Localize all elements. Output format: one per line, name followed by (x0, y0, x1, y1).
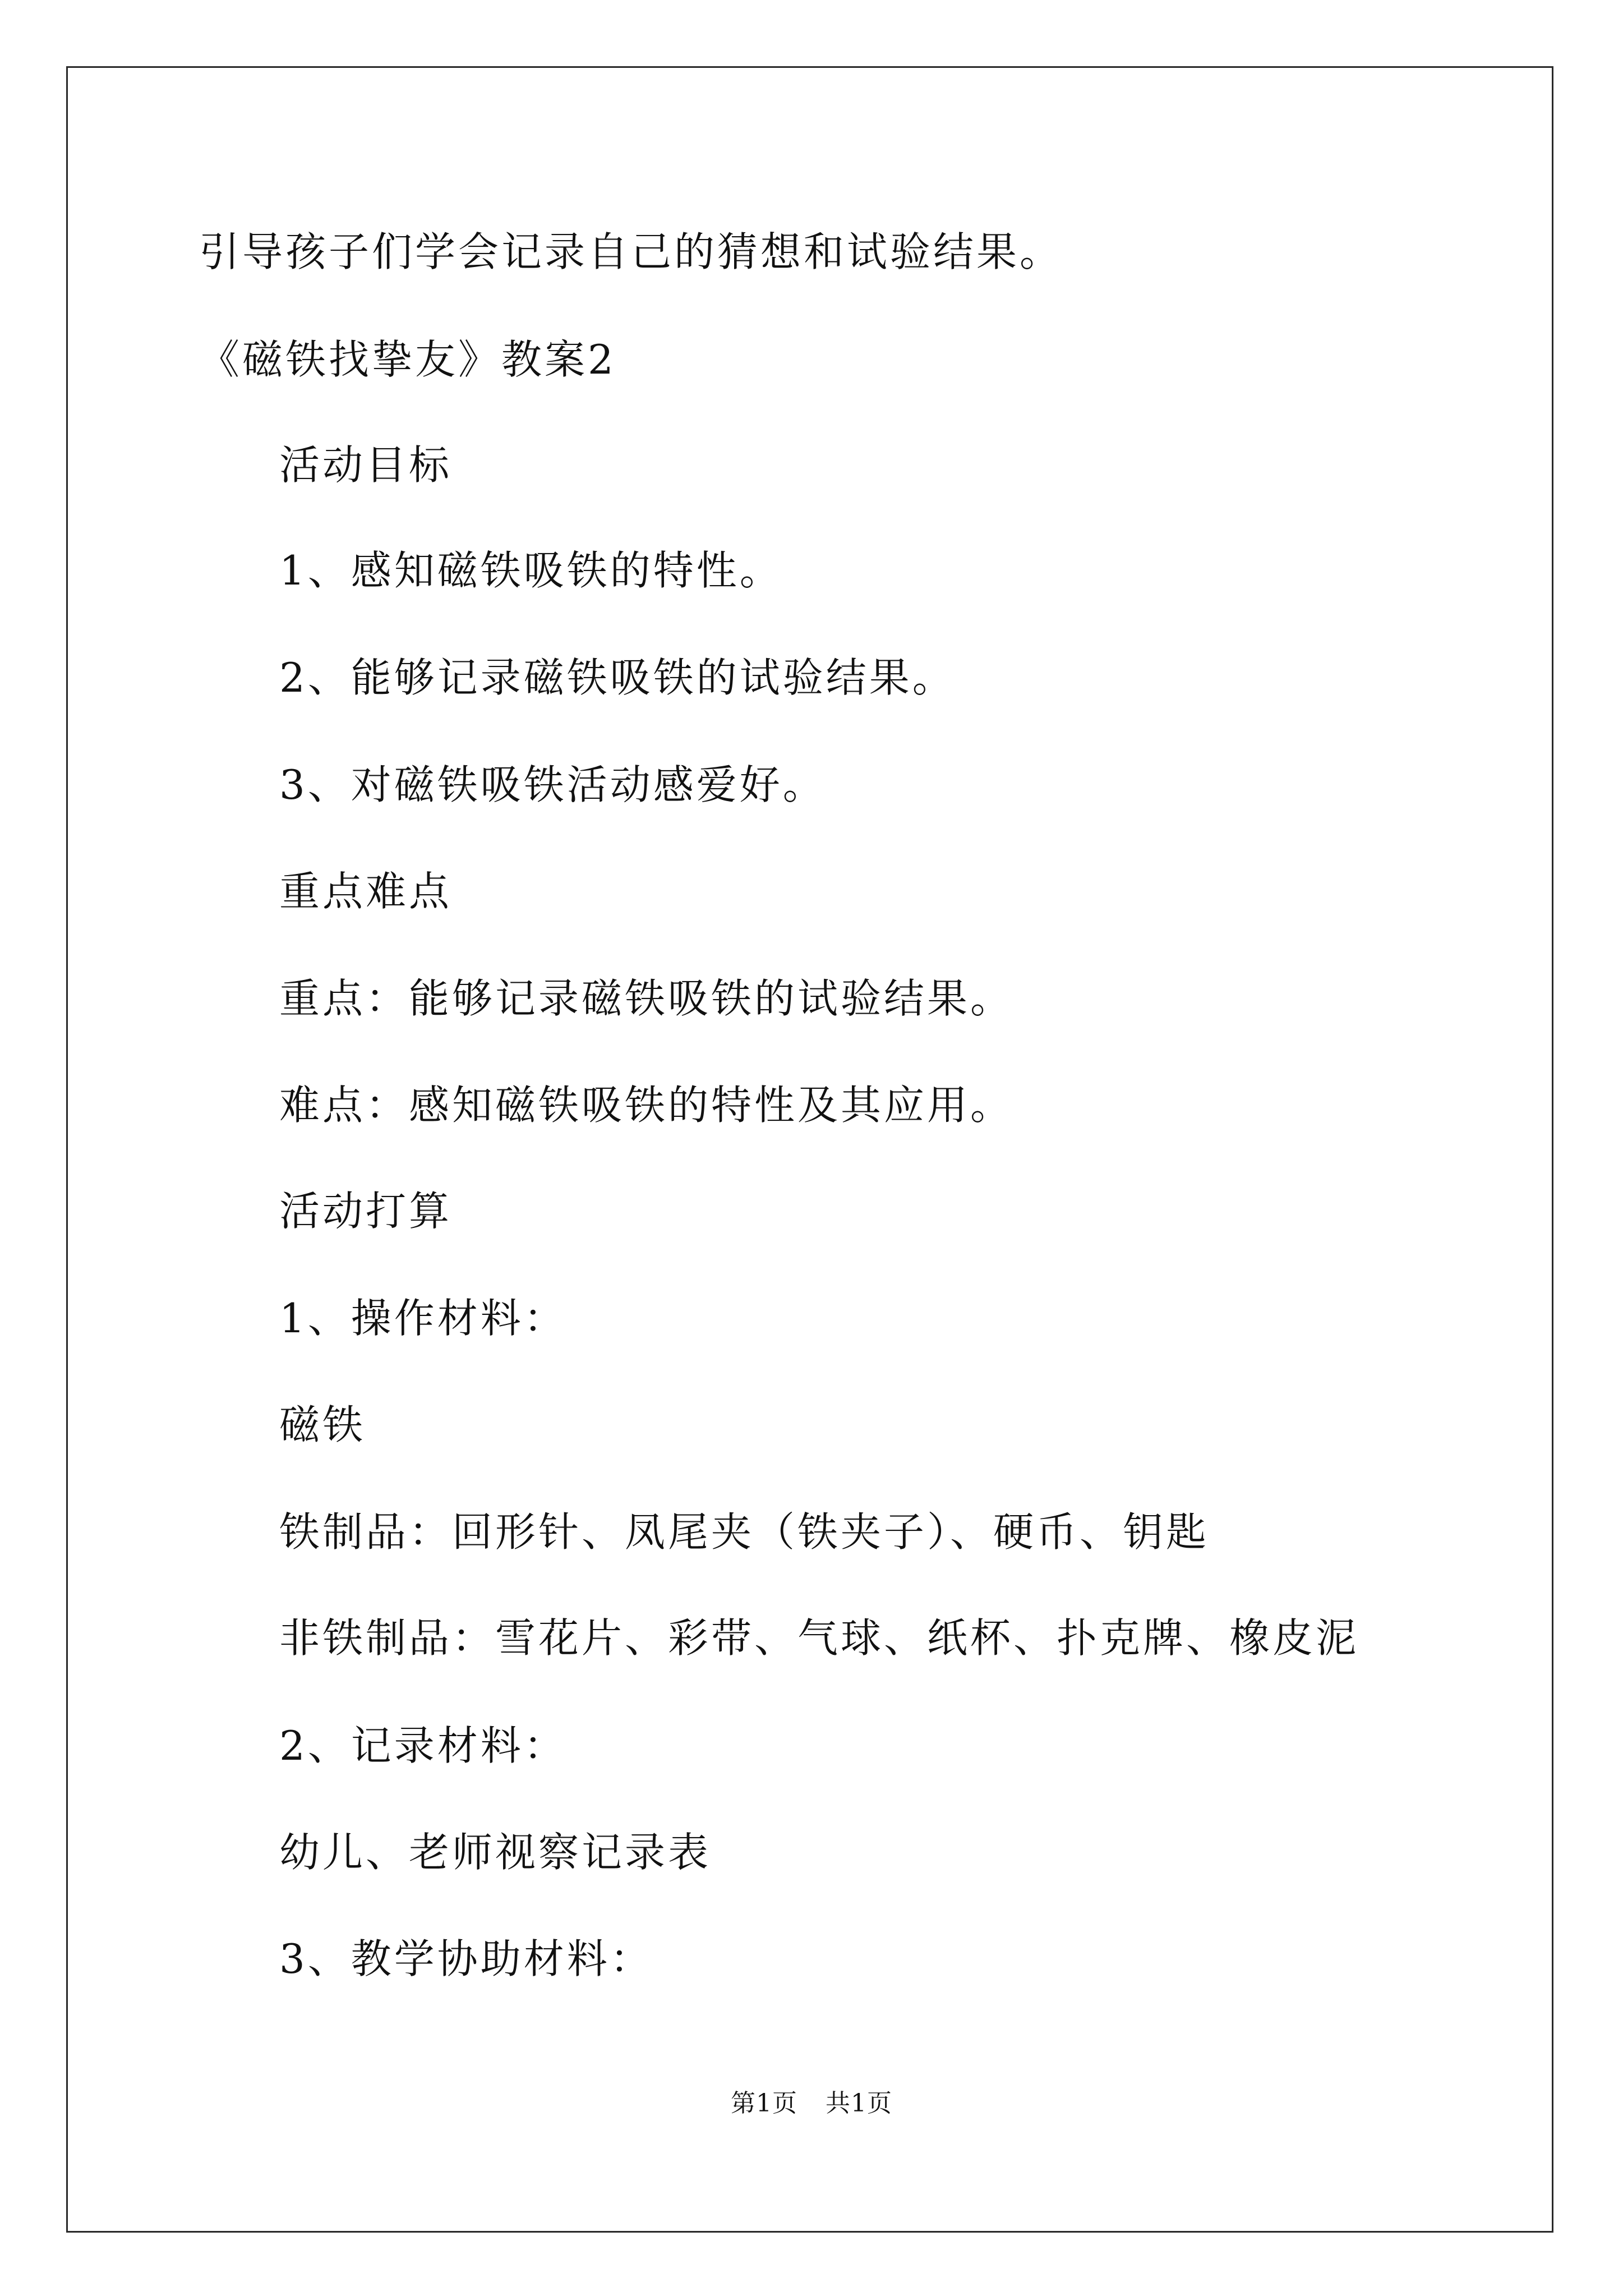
page-footer (0, 2090, 1623, 2118)
material-magnet: 磁铁 (279, 1401, 366, 1448)
lesson-title: 《磁铁找挚友》教案2 (199, 336, 616, 383)
material-iron-items: 铁制品：回形针、凤尾夹（铁夹子）、硬币、钥匙 (279, 1508, 1210, 1556)
page-total: 共1页 (826, 2089, 892, 2118)
heading-key-points: 重点难点 (279, 868, 453, 915)
prep-item-3: 3、教学协助材料： (279, 1935, 653, 1982)
heading-activity-goals: 活动目标 (279, 441, 453, 489)
paragraph-intro: 引导孩子们学会记录自己的猜想和试验结果。 (199, 228, 1063, 275)
prep-item-2: 2、记录材料： (279, 1722, 567, 1769)
goal-item-2: 2、能够记录磁铁吸铁的试验结果。 (279, 654, 956, 701)
goal-item-1: 1、感知磁铁吸铁的特性。 (279, 547, 783, 594)
page-number: 第1页 (731, 2089, 797, 2118)
prep-item-1: 1、操作材料： (279, 1295, 567, 1342)
goal-item-3: 3、对磁铁吸铁活动感爱好。 (279, 761, 826, 808)
material-non-iron-items: 非铁制品：雪花片、彩带、气球、纸杯、扑克牌、橡皮泥 (279, 1614, 1359, 1662)
heading-activity-prep: 活动打算 (279, 1188, 453, 1235)
material-record-sheet: 幼儿、老师视察记录表 (279, 1829, 712, 1876)
key-point: 重点：能够记录磁铁吸铁的试验结果。 (279, 975, 1014, 1022)
page-border (66, 66, 1553, 2233)
difficulty-point: 难点：感知磁铁吸铁的特性及其应用。 (279, 1082, 1014, 1129)
